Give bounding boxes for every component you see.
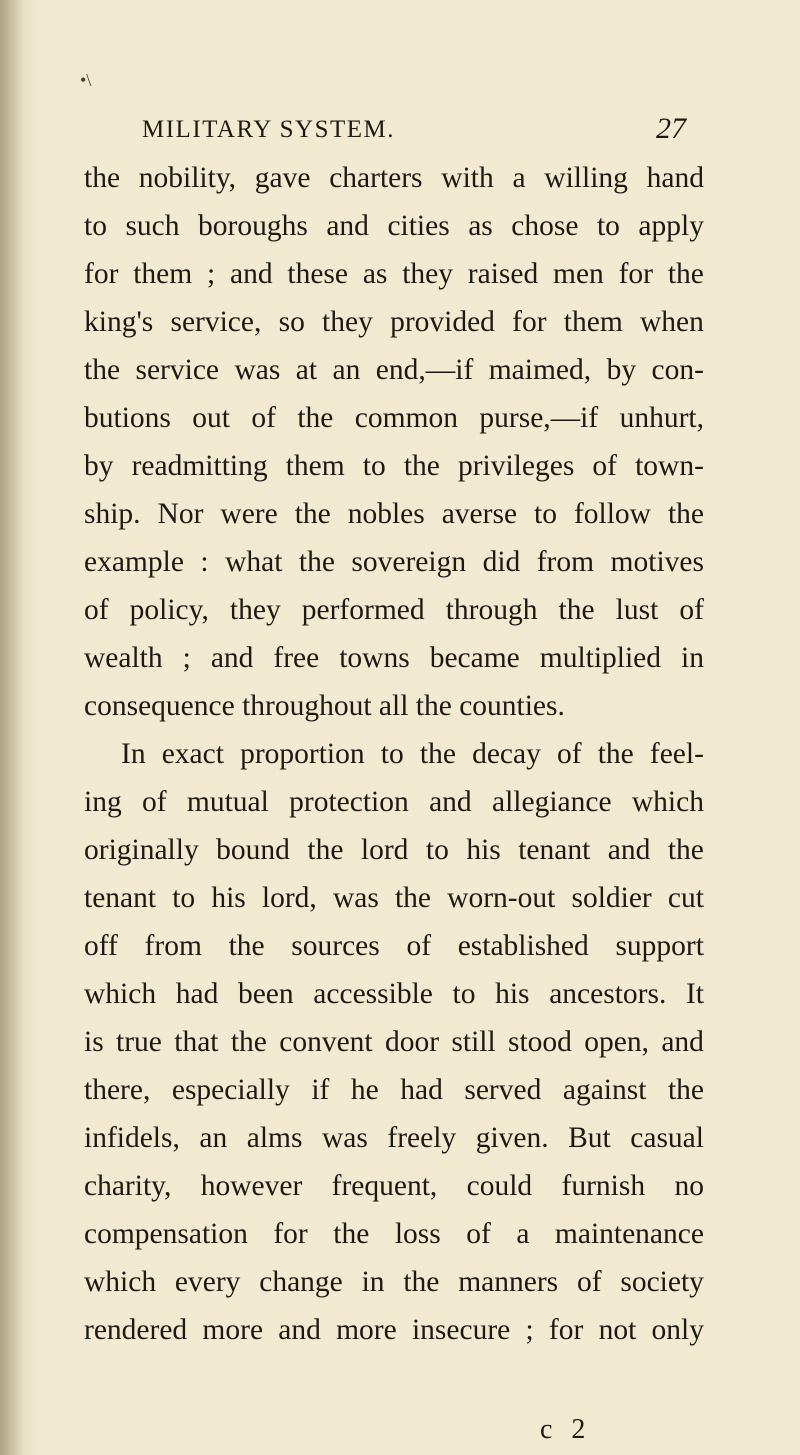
word: service [135, 354, 220, 386]
word: an [199, 1122, 228, 1154]
word: such [125, 210, 180, 242]
word: rendered [84, 1314, 188, 1346]
word: the [333, 1218, 370, 1250]
text-line [84, 638, 704, 678]
text-line [84, 590, 704, 630]
word: were [220, 498, 278, 530]
word: example [84, 546, 184, 578]
word: common [354, 402, 459, 434]
word: charity, [84, 1170, 172, 1202]
word: by [606, 354, 637, 386]
word: convent [279, 1026, 373, 1058]
text-line [84, 830, 704, 870]
word: he [350, 1074, 379, 1106]
word: bound [216, 834, 290, 866]
word: nobility, [138, 162, 237, 194]
word: to [596, 210, 620, 242]
word: wealth [84, 642, 163, 674]
word: stood [508, 1026, 572, 1058]
word: allegiance [491, 786, 612, 818]
word: especially [171, 1074, 290, 1106]
word: the [298, 546, 335, 578]
word: out [192, 402, 230, 434]
word: if [311, 1074, 330, 1106]
word: mutual [186, 786, 269, 818]
word: casual [630, 1122, 704, 1154]
word: the [84, 354, 121, 386]
word: feel- [649, 738, 704, 770]
word: towns [339, 642, 410, 674]
word: to [452, 978, 476, 1010]
text-line [84, 782, 704, 822]
word: to [84, 210, 107, 242]
word: to [425, 834, 449, 866]
word: which [631, 786, 704, 818]
word: given. [475, 1122, 549, 1154]
word: raised [467, 258, 539, 290]
word: became [429, 642, 520, 674]
word: alms [246, 1122, 303, 1154]
word: : [200, 546, 209, 578]
word: to [172, 882, 196, 914]
word: willing [544, 162, 628, 194]
word: them [285, 450, 345, 482]
word: gave [254, 162, 311, 194]
page-number: 27 [656, 112, 686, 145]
word: cut [667, 882, 704, 914]
word: however [200, 1170, 303, 1202]
word: so [278, 306, 305, 338]
running-head: MILITARY SYSTEM. [142, 116, 396, 143]
word: for [548, 1314, 584, 1346]
word: purse,—if [479, 402, 599, 434]
text-line [84, 1070, 704, 1110]
word: as [362, 258, 388, 290]
word: policy, [129, 594, 209, 626]
word: was [332, 882, 379, 914]
text-line [84, 158, 704, 198]
word: infidels, [84, 1122, 180, 1154]
word: his [211, 882, 246, 914]
word: ship. [84, 498, 141, 530]
word: was [321, 1122, 368, 1154]
word: apply [638, 210, 704, 242]
text-line [84, 494, 704, 534]
text-line [84, 446, 704, 486]
word: which [84, 1266, 157, 1298]
word: butions [84, 402, 171, 434]
word: been [237, 978, 294, 1010]
word: of [592, 450, 617, 482]
word: and [607, 834, 651, 866]
word: against [562, 1074, 647, 1106]
word: of [679, 594, 704, 626]
word: men [553, 258, 604, 290]
word: originally [84, 834, 199, 866]
word: and [326, 210, 369, 242]
word: of [556, 738, 582, 770]
word: performed [301, 594, 425, 626]
word: could [466, 1170, 533, 1202]
word: manners [458, 1266, 559, 1298]
word: the [297, 402, 334, 434]
word: Nor [157, 498, 204, 530]
word: ancestors. [549, 978, 667, 1010]
word: nobles [347, 498, 425, 530]
word: con- [651, 354, 704, 386]
word: maintenance [554, 1218, 704, 1250]
word: ; [182, 642, 191, 674]
word: them [133, 258, 193, 290]
word: is [84, 1026, 104, 1058]
word: had [400, 1074, 443, 1106]
word: freely [387, 1122, 457, 1154]
word: the [419, 738, 456, 770]
word: the [228, 930, 265, 962]
text-line [84, 1262, 704, 1302]
word: But [568, 1122, 611, 1154]
word: they [229, 594, 281, 626]
word: change [259, 1266, 343, 1298]
word: no [674, 1170, 704, 1202]
word: did [482, 546, 521, 578]
word: sources [291, 930, 380, 962]
word: and [230, 258, 273, 290]
word: which [84, 978, 157, 1010]
word: the [403, 1266, 440, 1298]
text-line [84, 398, 704, 438]
text-line [84, 1310, 704, 1350]
word: for [512, 306, 547, 338]
word: It [685, 978, 704, 1010]
word: his [495, 978, 530, 1010]
word: sovereign [351, 546, 467, 578]
word: and [661, 1026, 704, 1058]
word: they [322, 306, 373, 338]
word: lord [360, 834, 409, 866]
text-line [84, 926, 704, 966]
word: the [394, 882, 432, 914]
signature-mark: c 2 [540, 1414, 592, 1445]
word: the [294, 498, 331, 530]
word: still [451, 1026, 496, 1058]
word: the [84, 162, 121, 194]
word: in [361, 1266, 385, 1298]
word: door [384, 1026, 440, 1058]
word: of [466, 1218, 491, 1250]
word: from [144, 930, 202, 962]
word: and [278, 1314, 321, 1346]
word: for [84, 258, 119, 290]
word: off [84, 930, 118, 962]
margin-mark: •\ [80, 70, 92, 90]
word: In [121, 738, 146, 770]
word: worn-out [447, 882, 556, 914]
page-header [0, 112, 800, 156]
word: multiplied [539, 642, 662, 674]
word: support [615, 930, 704, 962]
word: end,—if [375, 354, 474, 386]
word: soldier [571, 882, 652, 914]
text-line [84, 1166, 704, 1206]
text-line [84, 1022, 704, 1062]
word: ; [525, 1314, 534, 1346]
word: compensation [84, 1218, 248, 1250]
word: the [597, 738, 634, 770]
word: boroughs [198, 210, 308, 242]
word: through [445, 594, 538, 626]
text-line [84, 350, 704, 390]
word: his [466, 834, 501, 866]
word: at [295, 354, 318, 386]
word: ing [84, 786, 122, 818]
word: society [620, 1266, 704, 1298]
word: to [534, 498, 557, 530]
word: loss [394, 1218, 441, 1250]
word: the [307, 834, 344, 866]
word: more [202, 1314, 264, 1346]
word: of [251, 402, 276, 434]
word: from [536, 546, 595, 578]
text-line [84, 974, 704, 1014]
word: the [667, 498, 704, 530]
word: true [116, 1026, 162, 1058]
word: and [429, 786, 472, 818]
word: there, [84, 1074, 151, 1106]
word: chose [511, 210, 579, 242]
word: tenant [518, 834, 591, 866]
word: had [175, 978, 219, 1010]
word: frequent, [331, 1170, 438, 1202]
text-line [84, 206, 704, 246]
word: king's [84, 306, 154, 338]
word: the [558, 594, 595, 626]
word: the [667, 834, 704, 866]
word: insecure [411, 1314, 511, 1346]
word: unhurt, [619, 402, 704, 434]
word: in [681, 642, 704, 674]
word: with [441, 162, 494, 194]
text-line [84, 302, 704, 342]
word: provided [390, 306, 495, 338]
word: these [287, 258, 349, 290]
word: town- [635, 450, 704, 482]
word: maimed, [488, 354, 592, 386]
word: of [406, 930, 432, 962]
word: them [563, 306, 623, 338]
word: an [332, 354, 361, 386]
word: was [234, 354, 281, 386]
word: protection [289, 786, 409, 818]
word: the [667, 1074, 704, 1106]
text-line [84, 542, 704, 582]
word: as [468, 210, 493, 242]
word: a [512, 162, 526, 194]
word: the [667, 258, 704, 290]
word: hand [646, 162, 704, 194]
word: every [174, 1266, 241, 1298]
word: they [402, 258, 453, 290]
word: free [273, 642, 320, 674]
word: cities [387, 210, 450, 242]
word: tenant [84, 882, 157, 914]
word: what [225, 546, 283, 578]
text-line [84, 1118, 704, 1158]
text-line [121, 734, 704, 774]
word: for [273, 1218, 308, 1250]
word: of [84, 594, 109, 626]
word: furnish [561, 1170, 646, 1202]
word: lust [615, 594, 659, 626]
word: to [362, 450, 386, 482]
gutter-shadow [0, 0, 24, 1455]
word: of [576, 1266, 602, 1298]
word: ; [207, 258, 216, 290]
word: follow [573, 498, 651, 530]
word: the [230, 1026, 267, 1058]
word: decay [472, 738, 541, 770]
word: for [618, 258, 654, 290]
word: readmitting [131, 450, 268, 482]
text-line [84, 878, 704, 918]
word: that [174, 1026, 219, 1058]
word: proportion [240, 738, 365, 770]
text-line [84, 1214, 704, 1254]
word: motives [610, 546, 704, 578]
word: of [142, 786, 167, 818]
word: averse [441, 498, 518, 530]
word: a [516, 1218, 530, 1250]
text-line: consequence throughout all the counties. [84, 690, 565, 722]
word: privileges [457, 450, 575, 482]
word: only [651, 1314, 704, 1346]
word: service, [170, 306, 262, 338]
text-line [84, 254, 704, 294]
word: charters [329, 162, 423, 194]
word: more [336, 1314, 397, 1346]
word: when [640, 306, 704, 338]
word: the [403, 450, 440, 482]
word: exact [161, 738, 224, 770]
word: not [598, 1314, 637, 1346]
word: lord, [261, 882, 317, 914]
word: and [210, 642, 254, 674]
word: by [84, 450, 114, 482]
word: to [380, 738, 404, 770]
word: accessible [313, 978, 433, 1010]
word: open, [584, 1026, 649, 1058]
word: established [457, 930, 589, 962]
word: served [464, 1074, 542, 1106]
